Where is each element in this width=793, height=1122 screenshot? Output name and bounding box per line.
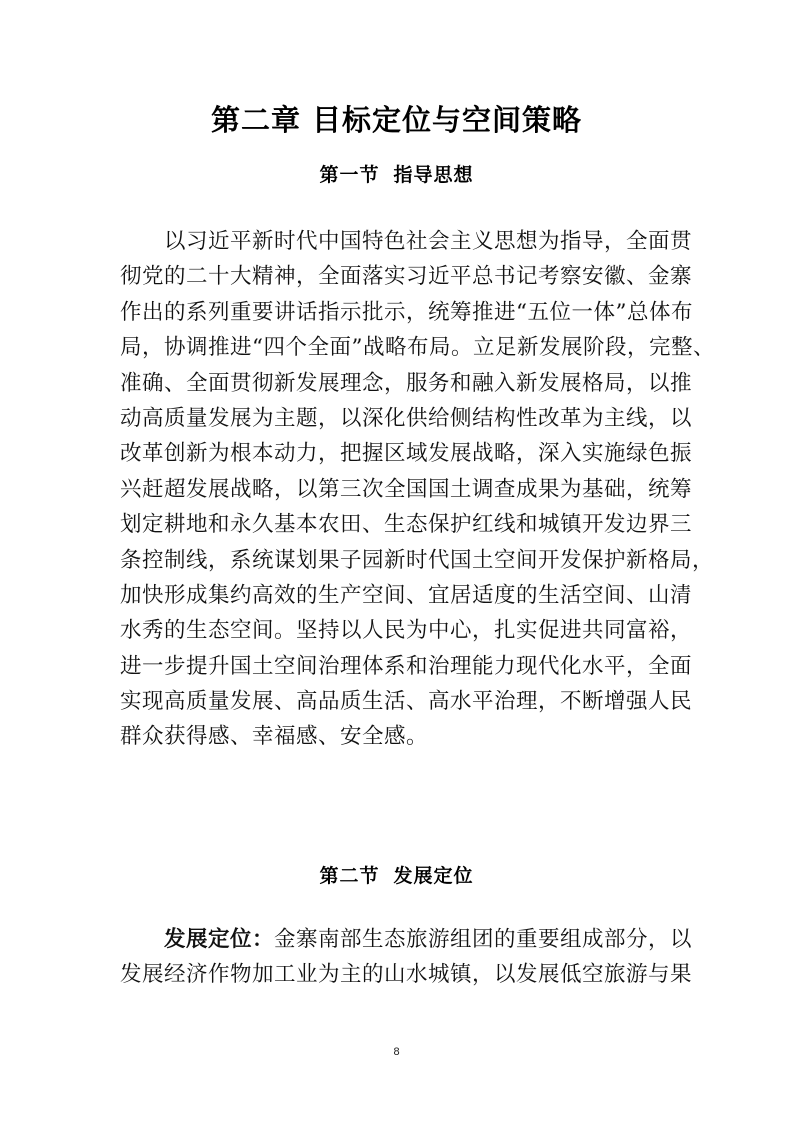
paragraph-line: 局，协调推进“四个全面”战略布局。立足新发展阶段，完整、 [120, 335, 715, 361]
paragraph-line: 改革创新为根本动力，把握区域发展战略，深入实施绿色振 [120, 441, 693, 467]
paragraph-line: 划定耕地和永久基本农田、生态保护红线和城镇开发边界三 [120, 512, 693, 538]
page-number: 8 [393, 1046, 400, 1058]
paragraph-line: 实现高质量发展、高品质生活、高水平治理，不断增强人民 [120, 689, 693, 715]
paragraph-line: 以习近平新时代中国特色社会主义思想为指导，全面贯 [120, 229, 693, 254]
paragraph-line: 条控制线，系统谋划果子园新时代国土空间开发保护新格局， [120, 547, 715, 573]
section-name: 指导思想 [393, 164, 474, 186]
section-heading-2 [0, 861, 793, 888]
positioning-label: 发展定位： [164, 927, 275, 952]
paragraph-line: 水秀的生态空间。坚持以人民为中心，扎实促进共同富裕， [120, 618, 693, 644]
paragraph-line: 群众获得感、幸福感、安全感。 [120, 724, 429, 750]
section-number: 第一节 [319, 164, 380, 186]
paragraph-line: 作出的系列重要讲话指示批示，统筹推进“五位一体”总体布 [120, 299, 693, 325]
chapter-title: 第二章 目标定位与空间策略 [210, 103, 583, 137]
section-number: 第二节 [319, 865, 380, 887]
guiding-ideology-paragraph [120, 224, 715, 755]
development-positioning-paragraph [120, 922, 693, 993]
paragraph-line: 兴赶超发展战略，以第三次全国国土调查成果为基础，统筹 [120, 476, 693, 502]
paragraph-line [120, 922, 693, 957]
section-heading-1 [0, 160, 793, 187]
positioning-text: 金寨南部生态旅游组团的重要组成部分，以 [274, 927, 693, 952]
paragraph-line: 准确、全面贯彻新发展理念，服务和融入新发展格局，以推 [120, 370, 693, 396]
paragraph-line: 发展经济作物加工业为主的山水城镇，以发展低空旅游与果 [120, 962, 693, 988]
paragraph-line: 进一步提升国土空间治理体系和治理能力现代化水平，全面 [120, 653, 693, 679]
paragraph-line: 加快形成集约高效的生产空间、宜居适度的生活空间、山清 [120, 582, 693, 608]
paragraph-line: 彻党的二十大精神，全面落实习近平总书记考察安徽、金寨 [120, 264, 693, 290]
paragraph-line: 动高质量发展为主题，以深化供给侧结构性改革为主线，以 [120, 405, 693, 431]
section-name: 发展定位 [393, 865, 474, 887]
